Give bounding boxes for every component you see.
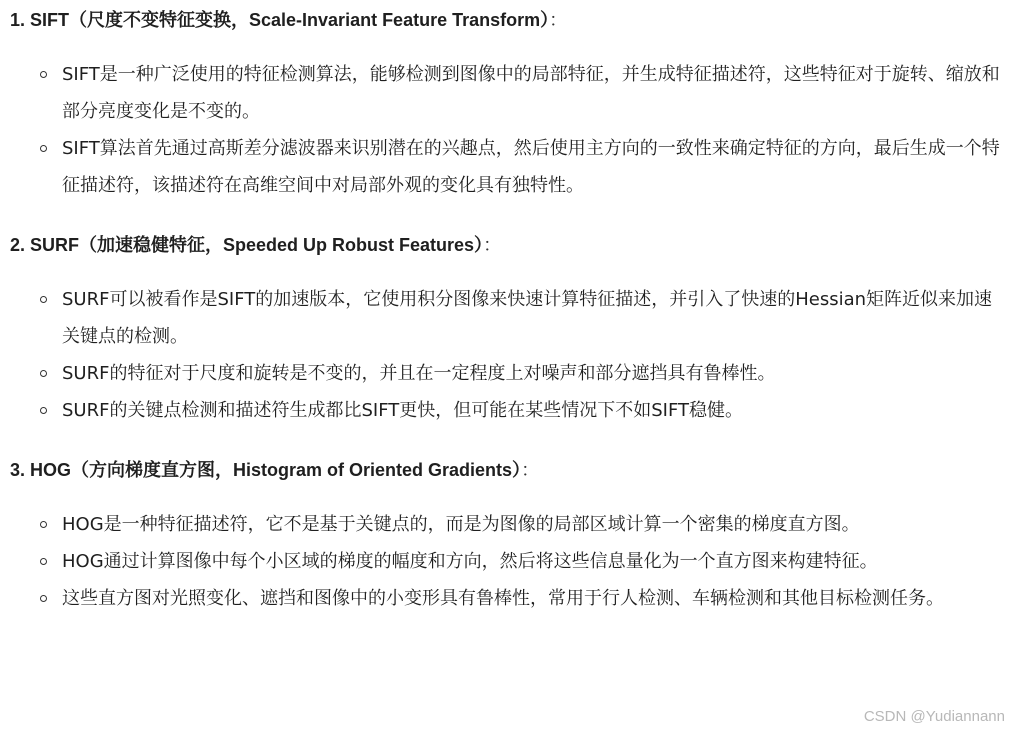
list-item-text: HOG通过计算图像中每个小区域的梯度的幅度和方向，然后将这些信息量化为一个直方图来构建特征。 bbox=[62, 551, 878, 572]
bullet-list bbox=[10, 506, 1005, 617]
watermark: CSDN @Yudiannann bbox=[863, 708, 1005, 725]
list-item-text: SIFT是一种广泛使用的特征检测算法，能够检测到图像中的局部特征，并生成特征描述符，这些特征对于旋转、缩放和部分亮度变化是不变的。 bbox=[62, 64, 1000, 122]
list-item bbox=[10, 392, 1005, 429]
list-item-text: SIFT算法首先通过高斯差分滤波器来识别潜在的兴趣点，然后使用主方向的一致性来确定特征的方向，最后生成一个特征描述符，该描述符在高维空间中对局部外观的变化具有独特性。 bbox=[62, 138, 1000, 196]
hollow-circle-bullet-icon bbox=[40, 145, 47, 152]
section-surf bbox=[10, 233, 1005, 257]
section-hog bbox=[10, 458, 1005, 482]
list-item bbox=[10, 543, 1005, 580]
hollow-circle-bullet-icon bbox=[40, 370, 47, 377]
section-title-text: 2. SURF（加速稳健特征，Speeded Up Robust Features） bbox=[10, 235, 484, 255]
section-sift bbox=[10, 8, 1005, 32]
list-item bbox=[10, 506, 1005, 543]
bullet-list bbox=[10, 281, 1005, 429]
list-item bbox=[10, 580, 1005, 617]
list-item bbox=[10, 281, 1005, 355]
list-item-text: 这些直方图对光照变化、遮挡和图像中的小变形具有鲁棒性，常用于行人检测、车辆检测和其他目标检测任务。 bbox=[62, 588, 944, 609]
hollow-circle-bullet-icon bbox=[40, 595, 47, 602]
hollow-circle-bullet-icon bbox=[40, 558, 47, 565]
section-title-colon: ： bbox=[521, 460, 540, 480]
section-title-colon: ： bbox=[483, 235, 502, 255]
hollow-circle-bullet-icon bbox=[40, 521, 47, 528]
hollow-circle-bullet-icon bbox=[40, 407, 47, 414]
list-item-text: SURF可以被看作是SIFT的加速版本，它使用积分图像来快速计算特征描述，并引入了快速的Hessian矩阵近似来加速关键点的检测。 bbox=[62, 289, 993, 347]
hollow-circle-bullet-icon bbox=[40, 296, 47, 303]
list-item bbox=[10, 355, 1005, 392]
list-item-text: SURF的特征对于尺度和旋转是不变的，并且在一定程度上对噪声和部分遮挡具有鲁棒性。 bbox=[62, 363, 776, 384]
list-item bbox=[10, 56, 1005, 130]
section-title-text: 1. SIFT（尺度不变特征变换，Scale-Invariant Feature Transform） bbox=[10, 10, 550, 30]
list-item-text: HOG是一种特征描述符，它不是基于关键点的，而是为图像的局部区域计算一个密集的梯度直方图。 bbox=[62, 514, 860, 535]
section-title bbox=[10, 8, 1005, 32]
section-title bbox=[10, 458, 1005, 482]
list-item bbox=[10, 130, 1005, 204]
section-title-text: 3. HOG（方向梯度直方图，Histogram of Oriented Gradients） bbox=[10, 460, 522, 480]
bullet-list bbox=[10, 56, 1005, 204]
hollow-circle-bullet-icon bbox=[40, 71, 47, 78]
list-item-text: SURF的关键点检测和描述符生成都比SIFT更快，但可能在某些情况下不如SIFT稳健。 bbox=[62, 400, 743, 421]
section-title bbox=[10, 233, 1005, 257]
section-title-colon: ： bbox=[549, 10, 568, 30]
